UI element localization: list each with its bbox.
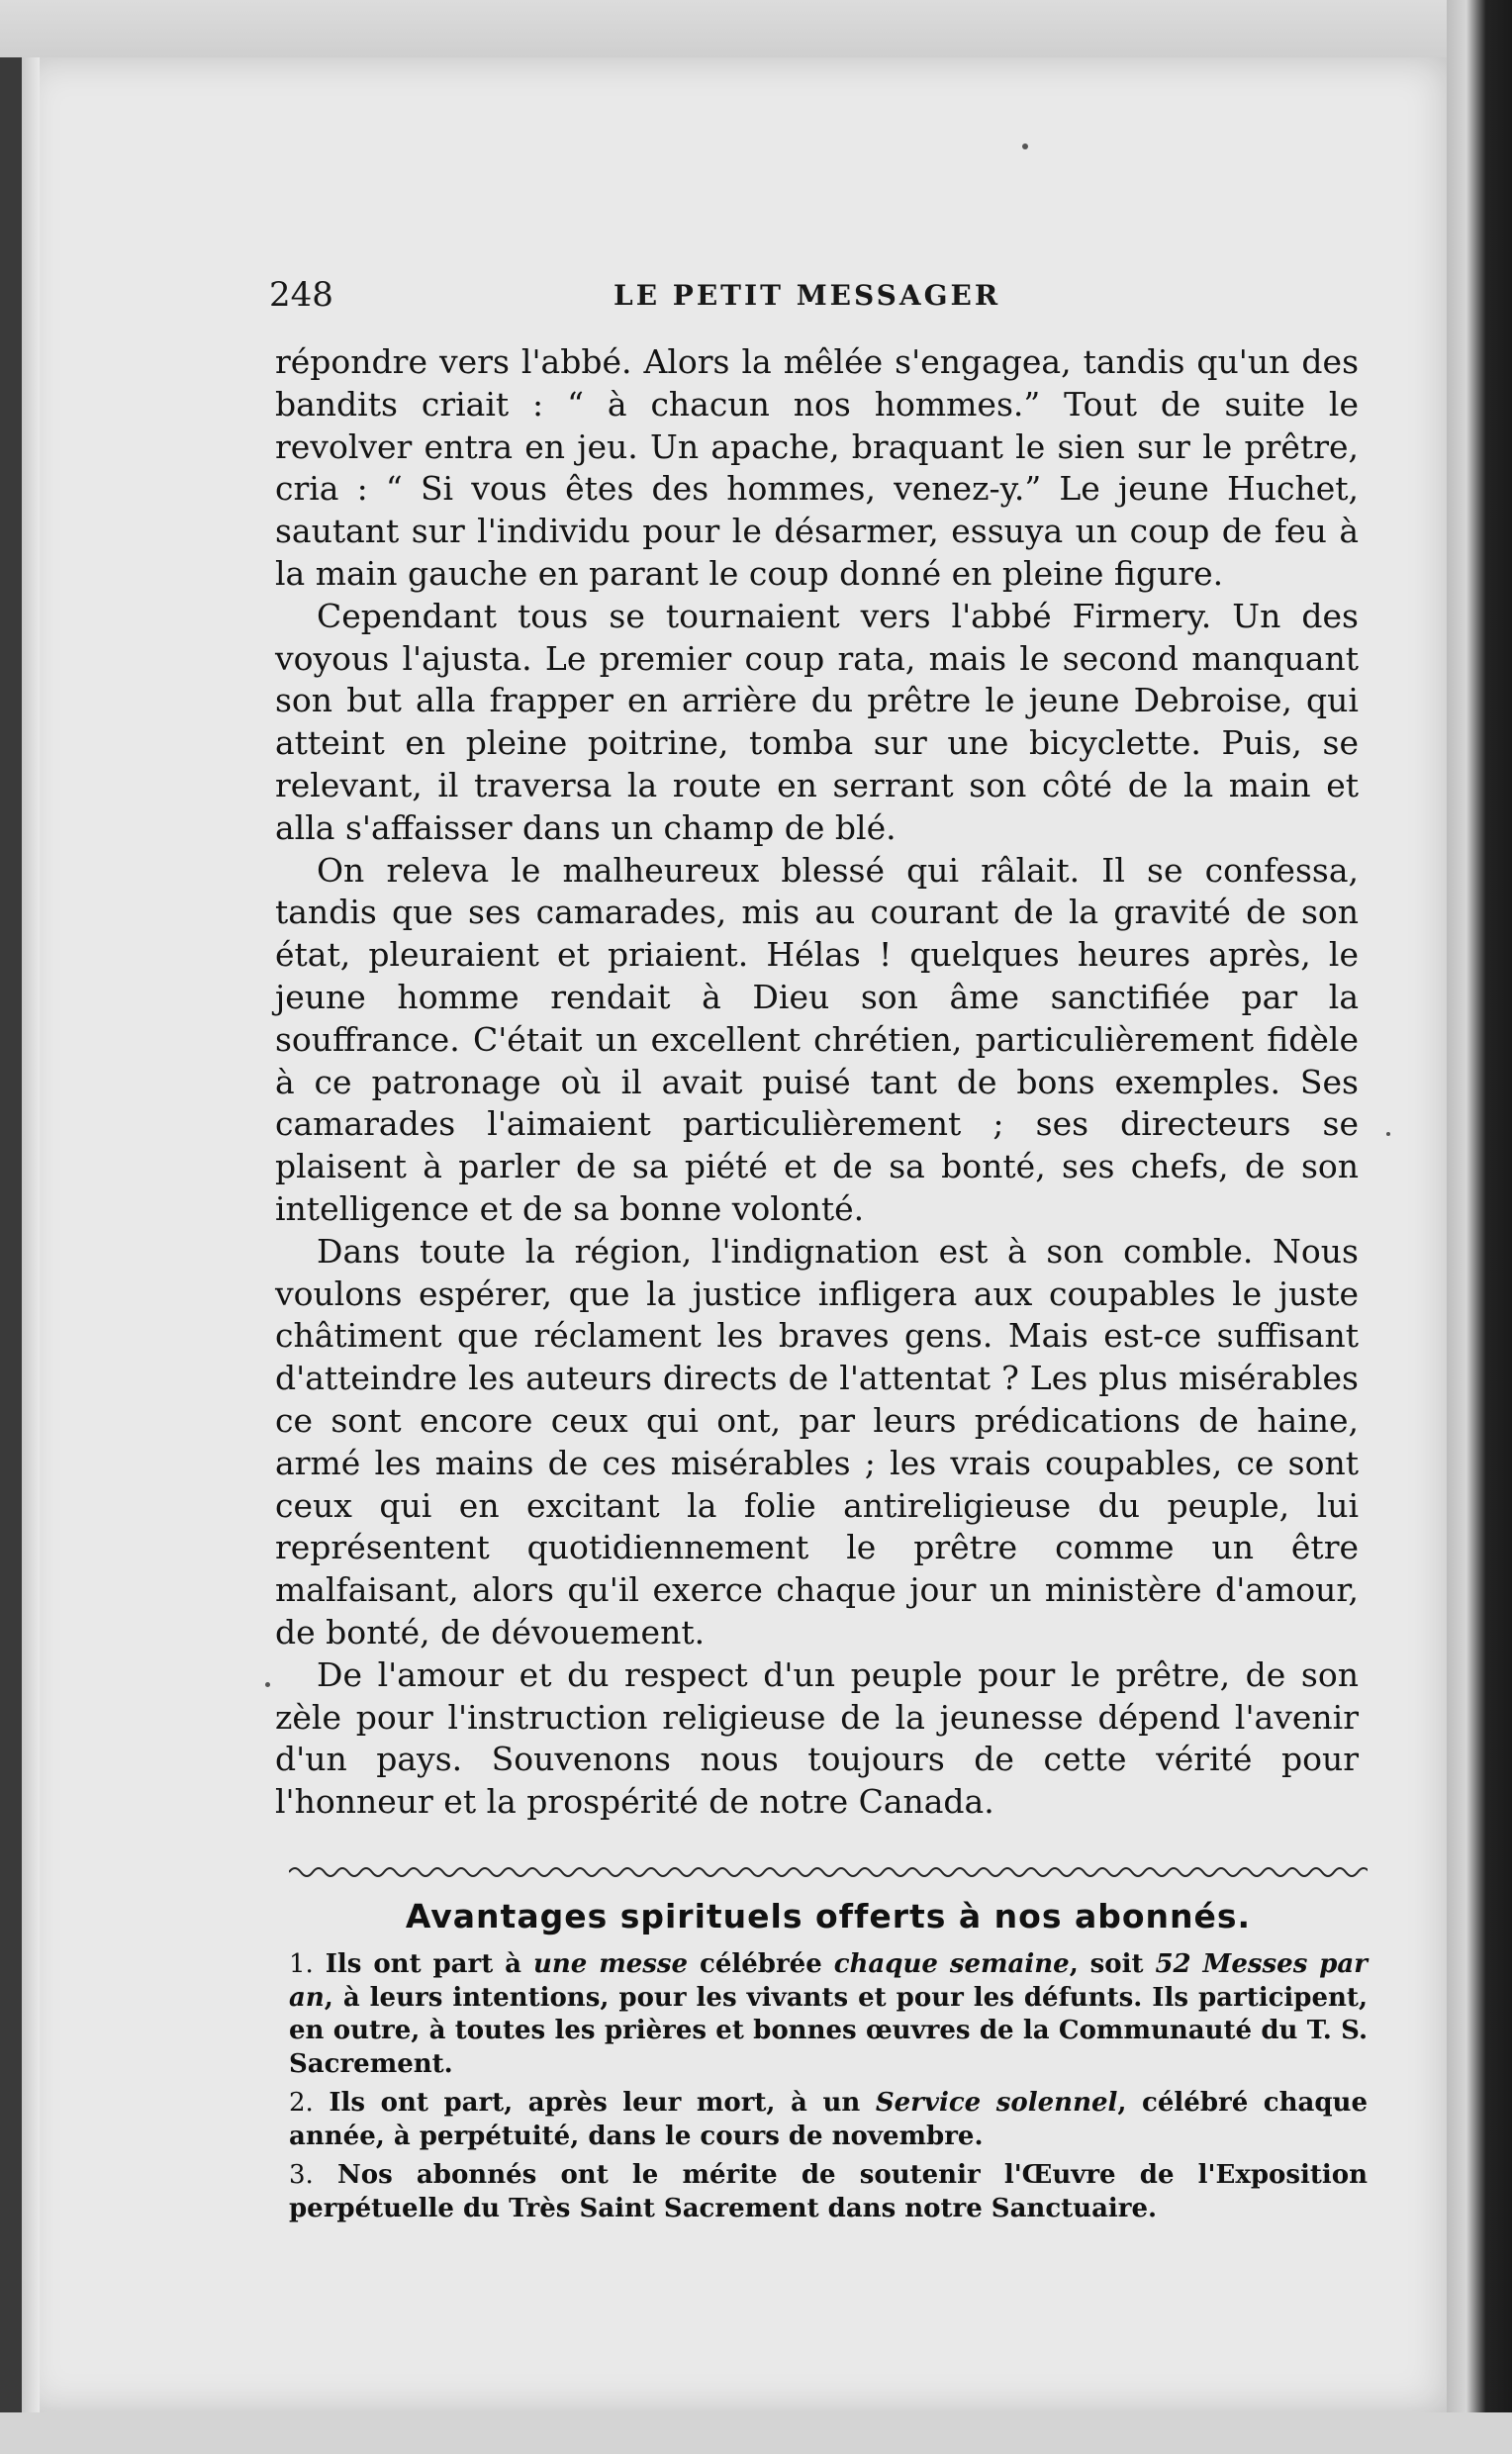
benefit-item-1: 1. Ils ont part à une messe célébrée chaque semaine, soit 52 Messes par an, à leurs intentions, pour les vivants et pour les défunts. Ils participent, en outre, à toutes les prières et bonnes œuvres de la Communauté du T. S. Sacrement.: [289, 1949, 1368, 2079]
benefit-number: 2.: [289, 2088, 314, 2118]
paragraph-2: Cependant tous se tournaient vers l'abbé Firmery. Un des voyous l'ajusta. Le premier coup rata, mais le second manquant son but alla frapper en arrière du prêtre le jeune Debroise, qui atteint en pleine poitrine, tomba sur une bicyclette. Puis, se relevant, il traversa la route en serrant son côté de la main et alla s'affaisser dans un champ de blé.: [275, 596, 1359, 847]
subscriber-benefits-notice: [289, 1895, 1368, 2231]
wavy-rule-divider: [289, 1860, 1368, 1884]
benefit-item-3: 3. Nos abonnés ont le mérite de soutenir l'Œuvre de l'Exposition perpétuelle du Très Saint Sacrement dans notre Sanctuaire.: [289, 2160, 1368, 2223]
dust-speck: [1386, 1132, 1390, 1136]
paragraph-5: De l'amour et du respect d'un peuple pour le prêtre, de son zèle pour l'instruction religieuse de la jeunesse dépend l'avenir d'un pays. Souvenons nous toujours de cette vérité pour l'honneur et la prospérité de notre Canada.: [275, 1654, 1359, 1822]
scan-bottom-margin: [0, 2412, 1512, 2454]
paragraph-1: répondre vers l'abbé. Alors la mêlée s'engagea, tandis qu'un des bandits criait : “ à chacun nos hommes.” Tout de suite le revolver entra en jeu. Un apache, braquant le sien sur le prêtre, cria : “ Si vous êtes des hommes, venez-y.” Le jeune Huchet, sautant sur l'individu pour le désarmer, essuya un coup de feu à la main gauche en parant le coup donné en pleine figure.: [275, 342, 1359, 593]
paragraph-3: On releva le malheureux blessé qui râlait. Il se confessa, tandis que ses camarades, mis au courant de la gravité de son état, pleuraient et priaient. Hélas ! quelques heures après, le jeune homme rendait à Dieu son âme sanctifiée par la souffrance. C'était un excellent chrétien, particulièrement fidèle à ce patronage où il avait puisé tant de bons exemples. Ses camarades l'aimaient particulièrement ; ses directeurs se plaisent à parler de sa piété et de sa bonté, ses chefs, de son intelligence et de sa bonne volonté.: [275, 850, 1359, 1228]
benefit-number: 1.: [289, 1949, 314, 1979]
page-gutter: [22, 57, 40, 2412]
notice-title: Avantages spirituels offerts à nos abonnés.: [405, 1897, 1252, 1935]
paragraph-4: Dans toute la région, l'indignation est à son comble. Nous voulons espérer, que la justice infligera aux coupables le juste châtiment que réclament les braves gens. Mais est-ce suffisant d'atteindre les auteurs directs de l'attentat ? Les plus misérables ce sont encore ceux qui ont, par leurs prédications de haine, armé les mains de ces misérables ; les vrais coupables, ce sont ceux qui en excitant la folie antireligieuse du peuple, lui représentent quotidiennement le prêtre comme un être malfaisant, alors qu'il exerce chaque jour un ministère d'amour, de bonté, de dévouement.: [275, 1231, 1359, 1652]
running-head: [269, 275, 1368, 325]
journal-title: LE PETIT MESSAGER: [614, 279, 1001, 312]
dust-speck: [1022, 143, 1028, 149]
scan-top-margin: [0, 0, 1512, 57]
benefit-number: 3.: [289, 2160, 314, 2190]
page-number: 248: [269, 275, 333, 315]
benefit-item-2: 2. Ils ont part, après leur mort, à un Service solennel, célébré chaque année, à perpétuité, dans le cours de novembre.: [289, 2088, 1369, 2151]
scan-right-margin: [1447, 0, 1512, 2454]
article-body: [275, 341, 1359, 1824]
dust-speck: [265, 1682, 270, 1687]
